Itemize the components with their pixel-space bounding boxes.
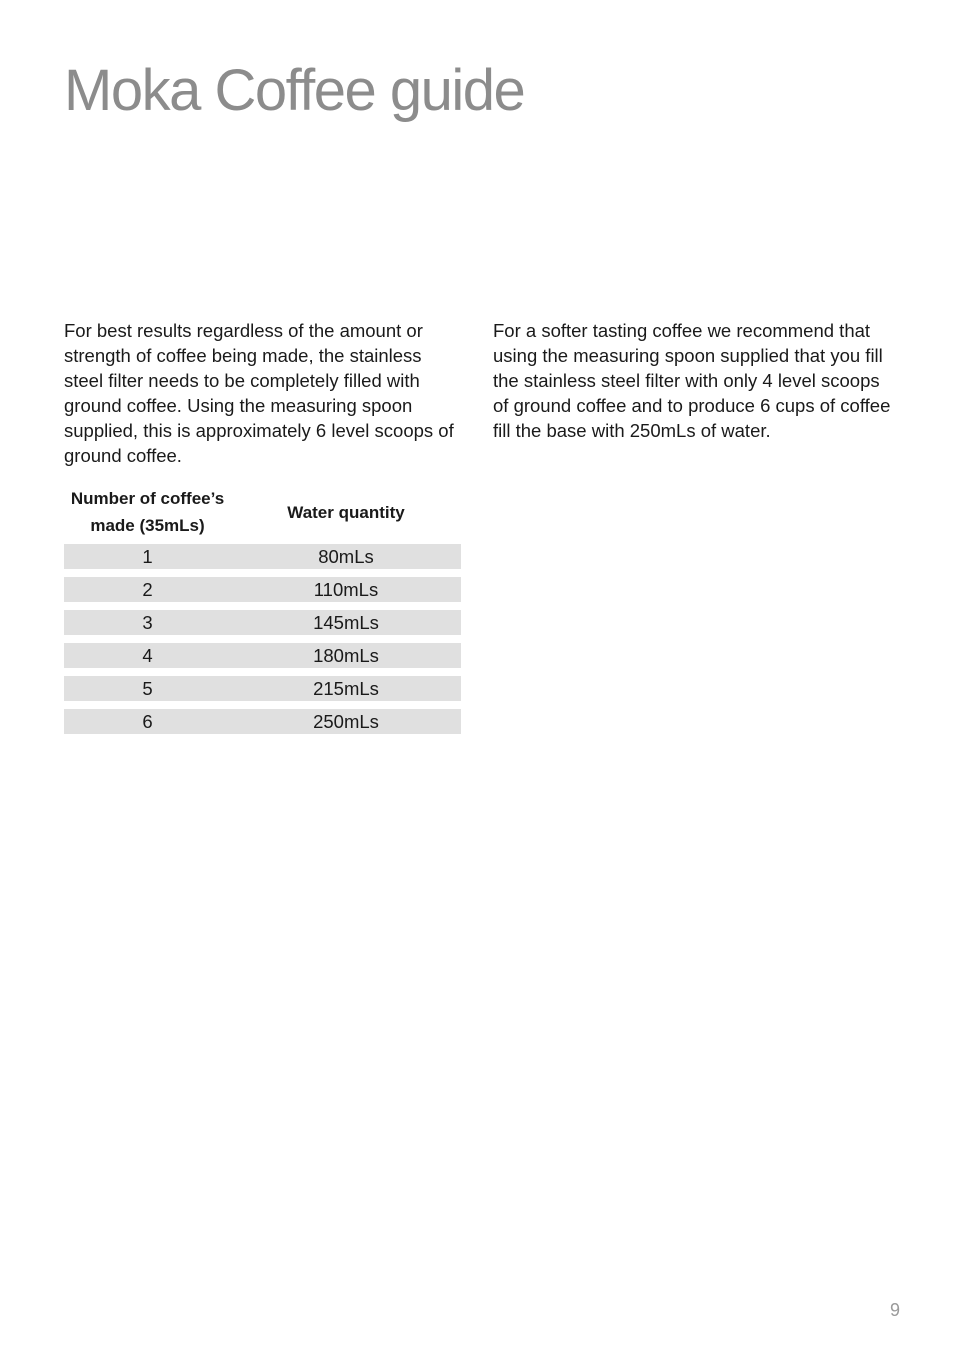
cell-water: 110mLs — [313, 579, 379, 600]
table-header-row — [64, 484, 461, 540]
header-water-quantity: Water quantity — [287, 502, 405, 522]
page-number: 9 — [889, 1300, 900, 1320]
water-quantity-table — [64, 484, 461, 742]
page-title: Moka Coffee guide — [64, 58, 525, 123]
table-row — [64, 643, 461, 668]
table-row — [64, 709, 461, 734]
cell-cups: 2 — [142, 579, 153, 600]
cell-water: 250mLs — [313, 711, 379, 732]
header-number-of-coffees: Number of coffee’s made (35mLs) — [70, 489, 225, 535]
intro-paragraph: For best results regardless of the amount or strength of coffee being made, the stainless steel filter needs to be completely filled with ground coffee. Using the measuring spoon supplied, this is approximately 6 level scoops of ground coffee. — [64, 320, 454, 466]
table-row — [64, 676, 461, 701]
cell-cups: 5 — [142, 678, 153, 699]
cell-water: 215mLs — [313, 678, 379, 699]
table-row — [64, 577, 461, 602]
table-row — [64, 610, 461, 635]
cell-water: 80mLs — [318, 546, 374, 567]
softer-coffee-paragraph: For a softer tasting coffee we recommend that using the measuring spoon supplied that you fill the stainless steel filter with only 4 level scoops of ground coffee and to produce 6 cups of coffee fill the base with 250mLs of water. — [493, 320, 891, 441]
table-row — [64, 544, 461, 569]
cell-cups: 4 — [142, 645, 153, 666]
cell-water: 180mLs — [313, 645, 379, 666]
cell-cups: 6 — [142, 711, 153, 732]
cell-cups: 1 — [142, 546, 153, 567]
cell-cups: 3 — [142, 612, 153, 633]
cell-water: 145mLs — [313, 612, 379, 633]
